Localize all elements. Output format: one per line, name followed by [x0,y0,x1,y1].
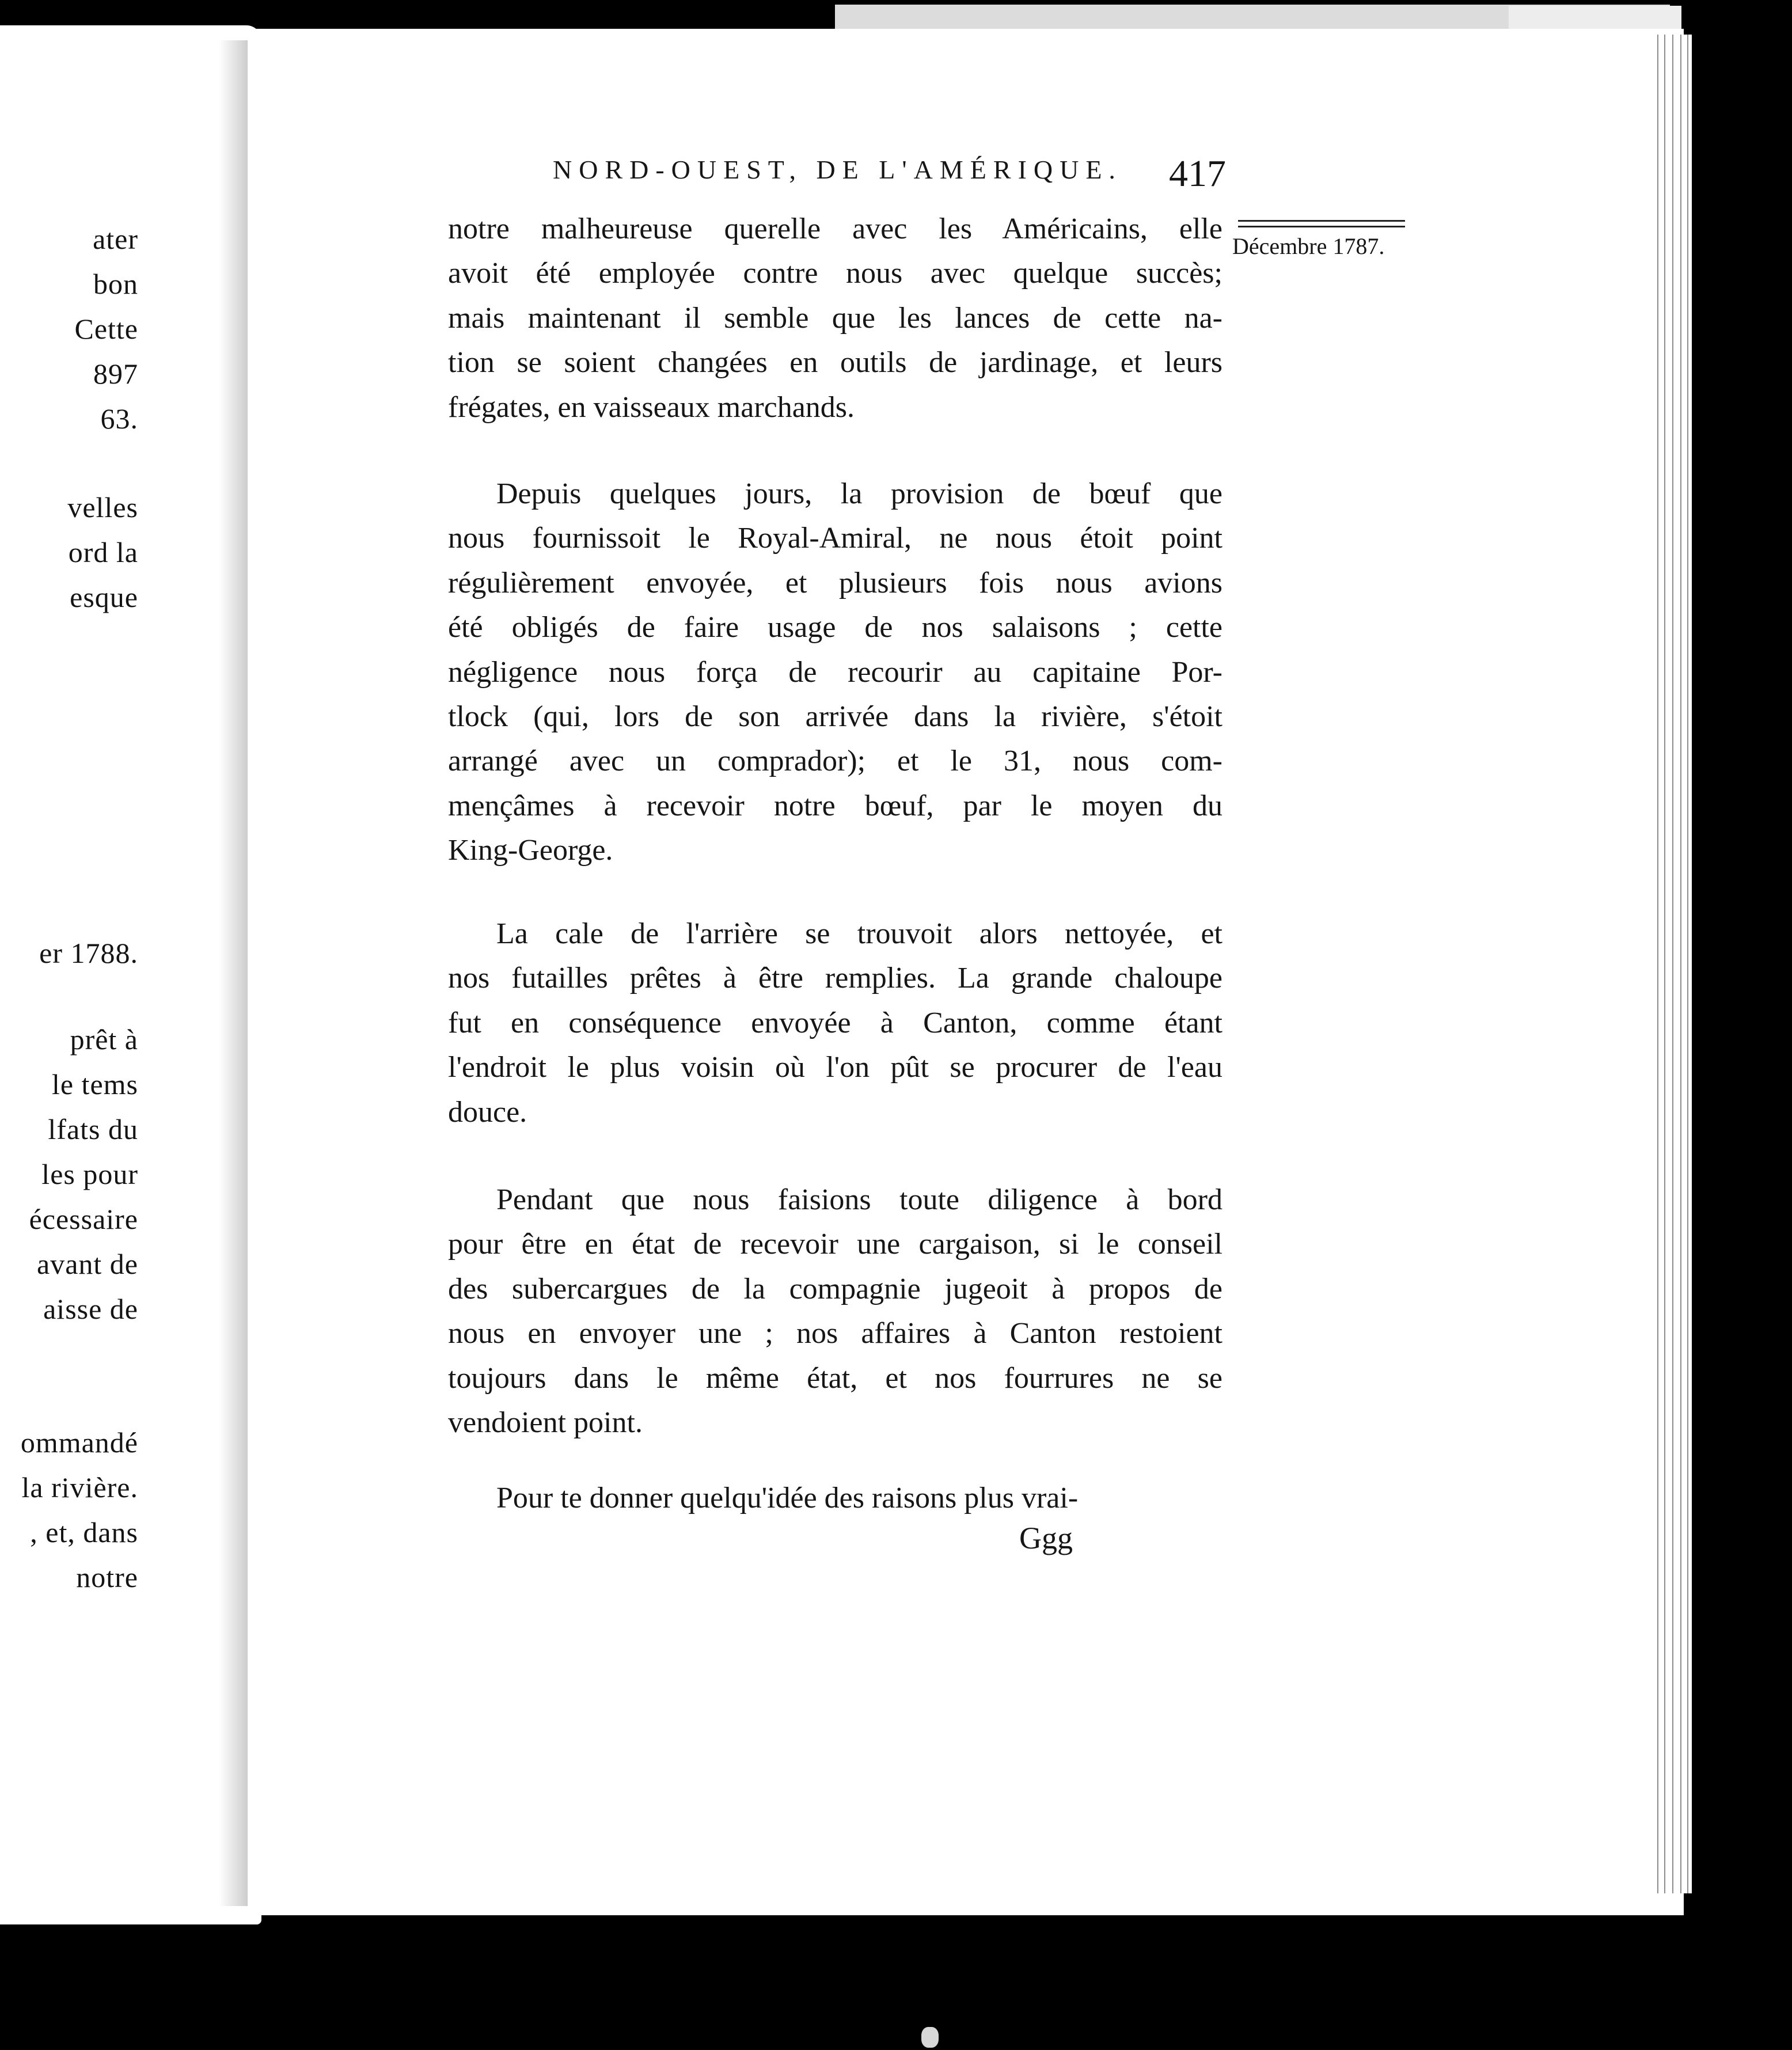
margin-note-date: Décembre 1787. [1232,233,1385,259]
page-number: 417 [1169,153,1226,195]
previous-page-line: velles [67,491,138,523]
body-line: Pendant que nous faisions toute diligence à bord [496,1183,1222,1216]
body-line: tion se soient changées en outils de jardinage, et leurs [448,346,1222,379]
previous-page-line: er 1788. [39,937,138,969]
previous-page-line: les pour [41,1158,138,1190]
body-line: nous fournissoit le Royal-Amiral, ne nous étoit point [448,522,1222,555]
previous-page-line: , et, dans [30,1516,138,1548]
scan-speck [921,2027,939,2048]
body-line: frégates, en vaisseaux marchands. [448,390,855,424]
previous-page-line: la rivière. [21,1471,138,1504]
body-line: La cale de l'arrière se trouvoit alors nettoyée, et [496,917,1222,950]
body-line: nos futailles prêtes à être remplies. La grande chaloupe [448,962,1222,995]
running-head: NORD-OUEST, DE L'AMÉRIQUE. [553,155,1122,184]
previous-page-line: bon [93,268,138,300]
previous-page-line: 63. [100,403,138,435]
margin-rule-1 [1238,220,1405,222]
previous-page-line: avant de [37,1248,138,1280]
body-line: notre malheureuse querelle avec les Américains, elle [448,212,1222,245]
previous-page-line: ater [93,223,138,255]
previous-page-line: lfats du [48,1113,138,1145]
body-line: fut en conséquence envoyée à Canton, comme étant [448,1006,1222,1039]
signature-mark: Ggg [1019,1521,1073,1555]
body-line: vendoient point. [448,1406,643,1439]
body-line: mençâmes à recevoir notre bœuf, par le moyen du [448,789,1222,822]
previous-page-line: notre [76,1561,138,1593]
body-line: des subercargues de la compagnie jugeoit à propos de [448,1272,1222,1305]
previous-page-line: prêt à [70,1023,138,1056]
body-line: été obligés de faire usage de nos salaisons ; cette [448,611,1222,644]
body-line: toujours dans le même état, et nos fourrures ne se [448,1361,1222,1395]
previous-page-line: esque [70,581,138,613]
body-line: nous en envoyer une ; nos affaires à Canton restoient [448,1317,1222,1350]
previous-page-line: 897 [93,358,138,390]
body-line: Pour te donner quelqu'idée des raisons plus vrai- [496,1482,1079,1514]
margin-rule-2 [1238,226,1405,227]
previous-page-line: aisse de [43,1293,138,1325]
previous-page-line: le tems [51,1068,138,1100]
body-line: régulièrement envoyée, et plusieurs fois nous avions [448,566,1222,599]
body-line: négligence nous força de recourir au capitaine Por- [448,655,1222,689]
body-line: Depuis quelques jours, la provision de bœuf que [496,477,1222,510]
body-line: King-George. [448,834,613,867]
body-line: arrangé avec un comprador); et le 31, nous com- [448,745,1222,778]
body-line: mais maintenant il semble que les lances de cette na- [448,301,1222,335]
body-line: pour être en état de recevoir une cargaison, si le conseil [448,1228,1222,1261]
body-line: l'endroit le plus voisin où l'on pût se procurer de l'eau [448,1051,1222,1084]
previous-page-line: écessaire [29,1203,138,1235]
body-line: tlock (qui, lors de son arrivée dans la rivière, s'étoit [448,700,1222,733]
previous-page-line: ommandé [20,1426,138,1459]
previous-page-line: ord la [68,536,138,568]
page-block-edge [1653,35,1692,1893]
previous-page-line: Cette [74,313,138,345]
body-line: douce. [448,1095,527,1129]
body-line: avoit été employée contre nous avec quelque succès; [448,257,1222,290]
